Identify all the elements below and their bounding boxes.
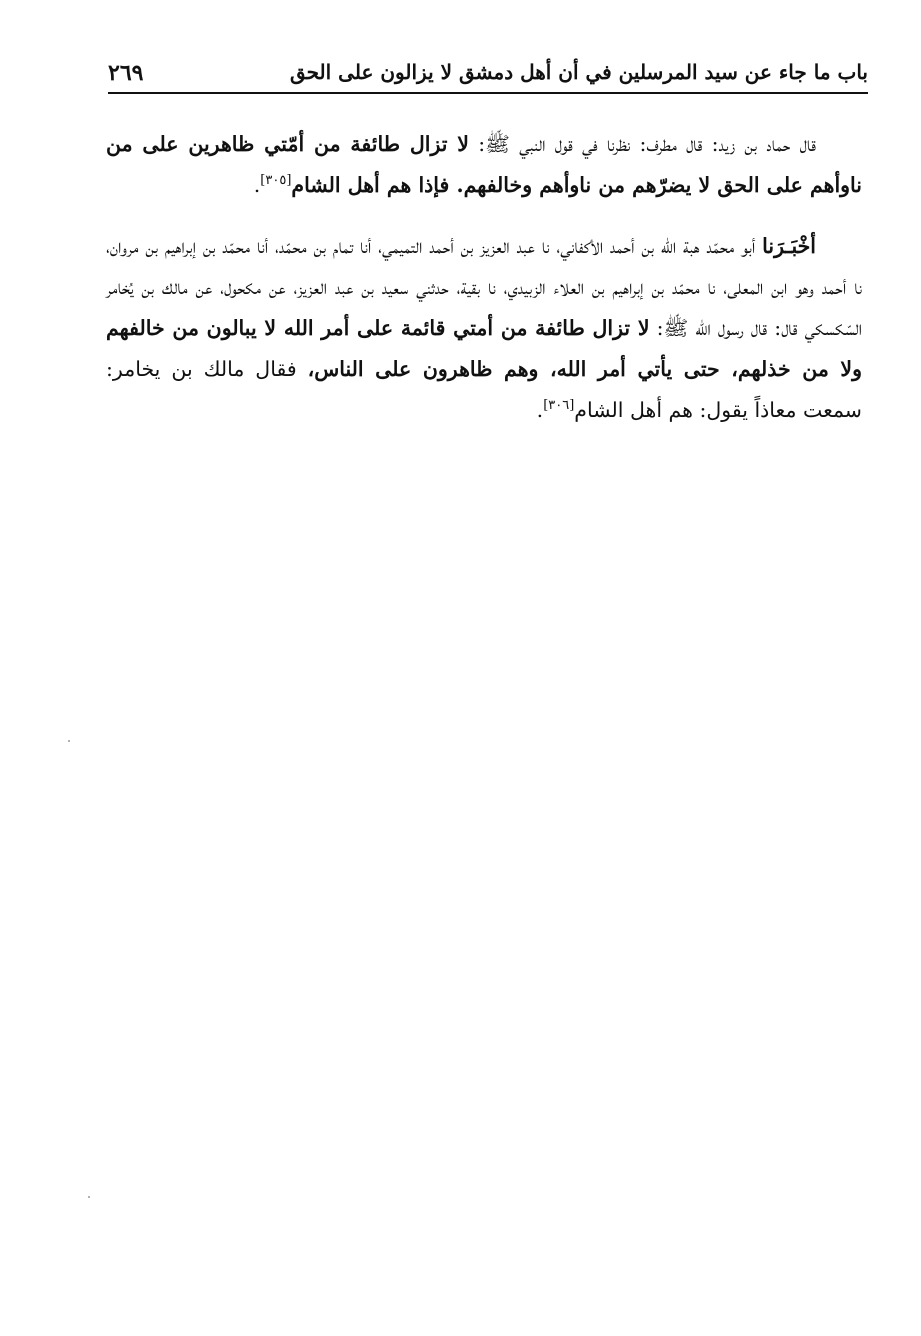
paragraph-end: . <box>253 173 261 197</box>
page-number: ٢٦٩ <box>108 60 144 86</box>
page-header <box>108 56 868 94</box>
paragraph-isnad <box>106 226 862 431</box>
page-body <box>106 124 862 451</box>
footnote-marker: [٣٠٥] <box>260 173 292 189</box>
scan-speck <box>88 1196 90 1198</box>
paragraph-end: . <box>536 398 544 422</box>
paragraph-hammad <box>106 124 862 206</box>
running-title: باب ما جاء عن سيد المرسلين في أن أهل دمشق لا يزالون على الحق <box>289 60 868 84</box>
hadith-text: لا تزال طائفة من أمّتي ظاهرين على من ناوأهم على الحق لا يضرّهم من ناوأهم وخالفهم. فإذا هم أهل الشام <box>106 132 862 197</box>
scan-speck <box>68 740 70 742</box>
footnote-marker: [٣٠٦] <box>543 398 575 414</box>
akhbarana-keyword: أخْبَـرَنا <box>762 234 816 258</box>
paragraph-text: قال حماد بن زيد: قال مطرف: نظرنا في قول النبي ﷺ: <box>468 132 816 156</box>
paragraph-text: فقال مالك بن يخامر: سمعت معاذاً يقول: هم أهل الشام <box>106 357 862 422</box>
hadith-text: لا تزال طائفة من أمتي قائمة على أمر الله لا يبالون من خالفهم ولا من خذلهم، حتى يأتي أمر الله، وهم ظاهرون على الناس، <box>106 316 862 381</box>
isnad-text: أبو محمّد هبة الله بن أحمد الأكفاني، نا عبد العزيز بن أحمد التميمي، أنا تمام بن محمّد، أنا محمّد بن إبراهيم بن مروان، نا أحمد وهو ابن المعلى، نا محمّد بن إبراهيم بن العلاء الزبيدي، نا بقية، حدثني سعيد بن عبد العزيز، عن مكحول، عن مالك بن يُخامر السّكسكي قال: قال رسول الله ﷺ: <box>106 234 862 340</box>
